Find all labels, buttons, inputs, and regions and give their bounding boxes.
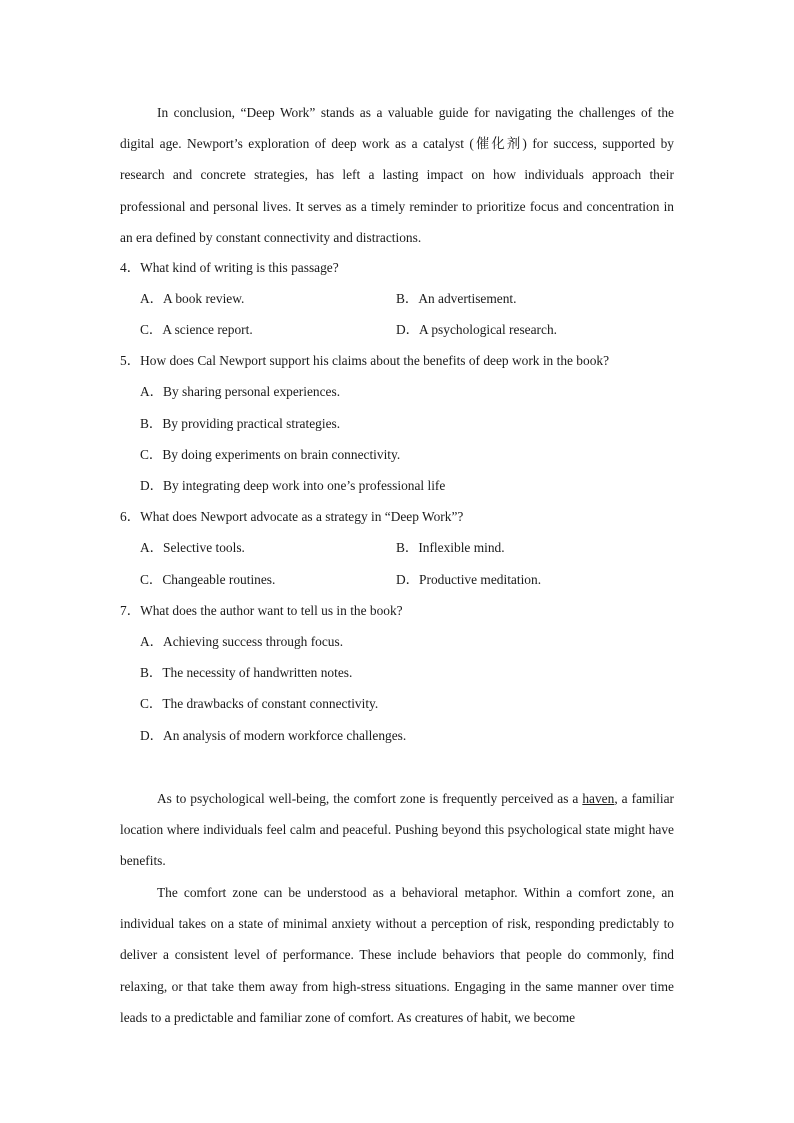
question-5-option-d[interactable]: D．By integrating deep work into one’s professional life xyxy=(140,478,446,493)
passage1-conclusion: In conclusion, “Deep Work” stands as a valuable guide for navigating the challenges of the digital age. Newport’s exploration of deep work as a catalyst (催化剂) for success, supported by research and concrete strategies, has left a lasting impact on how individuals approach their professional and personal lives. It serves as a timely reminder to prioritize focus and concentration in an era defined by constant connectivity and distractions. xyxy=(120,105,674,245)
question-7-option-d[interactable]: D．An analysis of modern workforce challenges. xyxy=(140,728,407,743)
question-5-stem: 5．How does Cal Newport support his claims about the benefits of deep work in the book? xyxy=(120,353,610,368)
passage2-p1-before: As to psychological well-being, the comfort zone is frequently perceived as a xyxy=(157,791,583,806)
question-7-option-a[interactable]: A．Achieving success through focus. xyxy=(140,634,344,649)
question-6-option-b[interactable]: B．Inflexible mind. xyxy=(396,540,505,555)
question-4-option-a[interactable]: A．A book review. xyxy=(140,291,245,306)
question-7-option-b[interactable]: B．The necessity of handwritten notes. xyxy=(140,665,353,680)
question-7-option-c[interactable]: C．The drawbacks of constant connectivity. xyxy=(140,696,379,711)
question-4-option-c[interactable]: C．A science report. xyxy=(140,322,253,337)
question-6-option-a[interactable]: A．Selective tools. xyxy=(140,540,245,555)
passage2-p1-after: , a familiar location where individuals feel calm and peaceful. Pushing beyond this psychological state might have benefits. xyxy=(120,791,674,869)
question-4-option-d[interactable]: D．A psychological research. xyxy=(396,322,558,337)
question-4-option-b[interactable]: B．An advertisement. xyxy=(396,291,517,306)
question-5-option-c[interactable]: C．By doing experiments on brain connectivity. xyxy=(140,447,401,462)
question-5-option-b[interactable]: B．By providing practical strategies. xyxy=(140,416,341,431)
haven-underlined-word: haven xyxy=(582,791,615,806)
passage2-paragraph-2: The comfort zone can be understood as a behavioral metaphor. Within a comfort zone, an individual takes on a state of minimal anxiety without a perception of risk, responding predictably to deliver a consistent level of performance. These include behaviors that people do commonly, find relaxing, or that take them away from high-stress situations. Engaging in the same manner over time leads to a predictable and familiar zone of comfort. As creatures of habit, we become xyxy=(120,885,674,1025)
question-7-stem: 7．What does the author want to tell us in the book? xyxy=(120,603,403,618)
question-6-option-c[interactable]: C．Changeable routines. xyxy=(140,572,276,587)
question-5-option-a[interactable]: A．By sharing personal experiences. xyxy=(140,384,341,399)
question-6-stem: 6．What does Newport advocate as a strategy in “Deep Work”? xyxy=(120,509,464,524)
question-6-option-d[interactable]: D．Productive meditation. xyxy=(396,572,542,587)
passage2-paragraph-1 xyxy=(120,783,674,877)
question-4-stem: 4．What kind of writing is this passage? xyxy=(120,260,339,275)
